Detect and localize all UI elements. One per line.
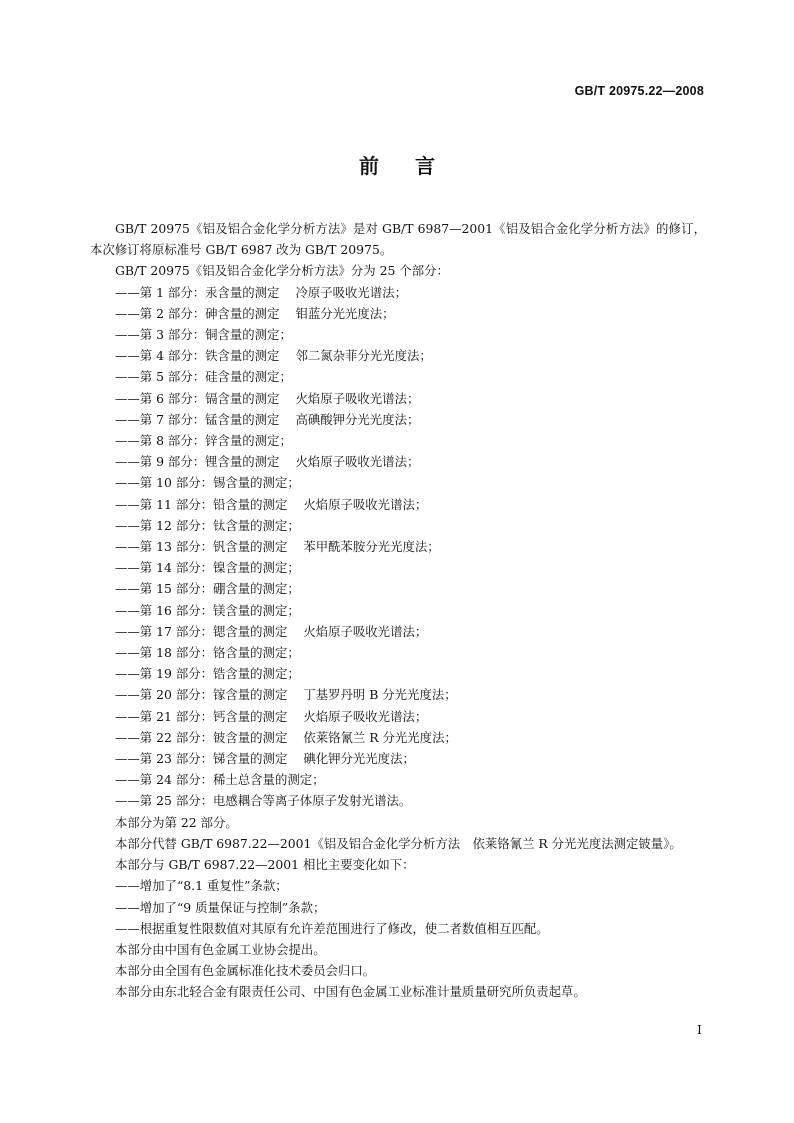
part-list-item	[90, 388, 706, 409]
part-list-item	[90, 324, 706, 345]
part-method: 丁基罗丹明 B 分光光度法；	[303, 687, 457, 703]
part-name: ——第 5 部分：硅含量的测定；	[115, 369, 292, 385]
part-name: ——第 25 部分：电感耦合等离子体原子发射光谱法。	[115, 793, 412, 809]
part-list-item	[90, 769, 706, 790]
this-part-paragraph: 本部分为第 22 部分。	[115, 814, 238, 830]
part-name: ——第 22 部分：铍含量的测定	[115, 729, 288, 745]
part-name: ——第 11 部分：铅含量的测定	[115, 496, 288, 512]
part-list-item	[90, 430, 706, 451]
part-list-item	[90, 684, 706, 705]
part-method: 依莱铬氰兰 R 分光光度法；	[303, 729, 457, 745]
page-number: I	[697, 1022, 702, 1037]
replaces-paragraph: 本部分代替 GB/T 6987.22—2001《铝及铝合金化学分析方法 依莱铬氰兰 R 分光光度法测定铍量》。	[115, 835, 682, 851]
part-name: ——第 14 部分：镍含量的测定；	[115, 560, 300, 576]
part-name: ——第 18 部分：铬含量的测定；	[115, 645, 300, 661]
part-name: ——第 2 部分：砷含量的测定	[115, 305, 280, 321]
change-list-item: ——根据重复性限数值对其原有允许差范围进行了修改，使二者数值相互匹配。	[115, 920, 549, 936]
part-list-item	[90, 366, 706, 387]
parts-intro-paragraph: GB/T 20975《铝及铝合金化学分析方法》分为 25 个部分：	[115, 263, 449, 279]
part-name: ——第 21 部分：钙含量的测定	[115, 708, 288, 724]
part-list-item	[90, 536, 706, 557]
foreword-body	[90, 218, 706, 1003]
part-name: ——第 23 部分：锑含量的测定	[115, 751, 288, 767]
part-list-item	[90, 515, 706, 536]
part-name: ——第 20 部分：镓含量的测定	[115, 687, 288, 703]
standard-code: GB/T 20975.22—2008	[574, 84, 704, 98]
drafted-by-paragraph: 本部分由东北轻合金有限责任公司、中国有色金属工业标准计量质量研究所负责起草。	[115, 984, 586, 1000]
part-method: 高碘酸钾分光光度法；	[295, 411, 420, 427]
part-list-item	[90, 451, 706, 472]
part-list-item	[90, 472, 706, 493]
part-method: 邻二氮杂菲分光光度法；	[295, 348, 432, 364]
part-method: 钼蓝分光光度法；	[295, 305, 395, 321]
changes-intro-paragraph: 本部分与 GB/T 6987.22—2001 相比主要变化如下：	[115, 857, 415, 873]
part-list-item	[90, 706, 706, 727]
part-name: ——第 3 部分：铜含量的测定；	[115, 327, 292, 343]
change-list-item: ——增加了“9 质量保证与控制”条款；	[115, 899, 326, 915]
part-name: ——第 4 部分：铁含量的测定	[115, 348, 280, 364]
part-list-item	[90, 345, 706, 366]
part-list-item	[90, 409, 706, 430]
change-list-item: ——增加了“8.1 重复性”条款；	[115, 878, 288, 894]
part-name: ——第 6 部分：镉含量的测定	[115, 390, 280, 406]
part-method: 苯甲酰苯胺分光光度法；	[303, 539, 440, 555]
part-name: ——第 15 部分：硼含量的测定；	[115, 581, 300, 597]
part-name: ——第 13 部分：钒含量的测定	[115, 539, 288, 555]
part-method: 火焰原子吸收光谱法；	[295, 454, 420, 470]
part-name: ——第 10 部分：锡含量的测定；	[115, 475, 300, 491]
part-method: 火焰原子吸收光谱法；	[295, 390, 420, 406]
part-method: 火焰原子吸收光谱法；	[303, 708, 428, 724]
part-name: ——第 24 部分：稀土总含量的测定；	[115, 772, 325, 788]
part-list-item	[90, 621, 706, 642]
part-method: 冷原子吸收光谱法；	[295, 284, 407, 300]
part-method: 火焰原子吸收光谱法；	[303, 623, 428, 639]
centralized-by-paragraph: 本部分由全国有色金属标准化技术委员会归口。	[115, 963, 376, 979]
intro-paragraph: GB/T 20975《铝及铝合金化学分析方法》是对 GB/T 6987—2001《铝及铝合金化学分析方法》的修订，本次修订将原标准号 GB/T 6987 改为 GB/T 20975。	[90, 221, 706, 258]
part-list-item	[90, 663, 706, 684]
part-method: 碘化钾分光光度法；	[303, 751, 415, 767]
part-name: ——第 1 部分：汞含量的测定	[115, 284, 280, 300]
changes-list	[90, 875, 706, 939]
part-name: ——第 16 部分：镁含量的测定；	[115, 602, 300, 618]
part-list-item	[90, 303, 706, 324]
part-list-item	[90, 557, 706, 578]
part-list-item	[90, 578, 706, 599]
part-name: ——第 7 部分：锰含量的测定	[115, 411, 280, 427]
part-list-item	[90, 727, 706, 748]
part-name: ——第 12 部分：钛含量的测定；	[115, 517, 300, 533]
part-method: 火焰原子吸收光谱法；	[303, 496, 428, 512]
part-list-item	[90, 790, 706, 811]
part-list-item	[90, 748, 706, 769]
part-name: ——第 17 部分：锶含量的测定	[115, 623, 288, 639]
page-title: 前言	[359, 154, 471, 178]
parts-list	[90, 282, 706, 812]
part-list-item	[90, 642, 706, 663]
part-list-item	[90, 494, 706, 515]
part-name: ——第 8 部分：锌含量的测定；	[115, 433, 292, 449]
part-name: ——第 9 部分：锂含量的测定	[115, 454, 280, 470]
part-list-item	[90, 282, 706, 303]
proposed-by-paragraph: 本部分由中国有色金属工业协会提出。	[115, 941, 326, 957]
part-name: ——第 19 部分：锆含量的测定；	[115, 666, 300, 682]
part-list-item	[90, 600, 706, 621]
